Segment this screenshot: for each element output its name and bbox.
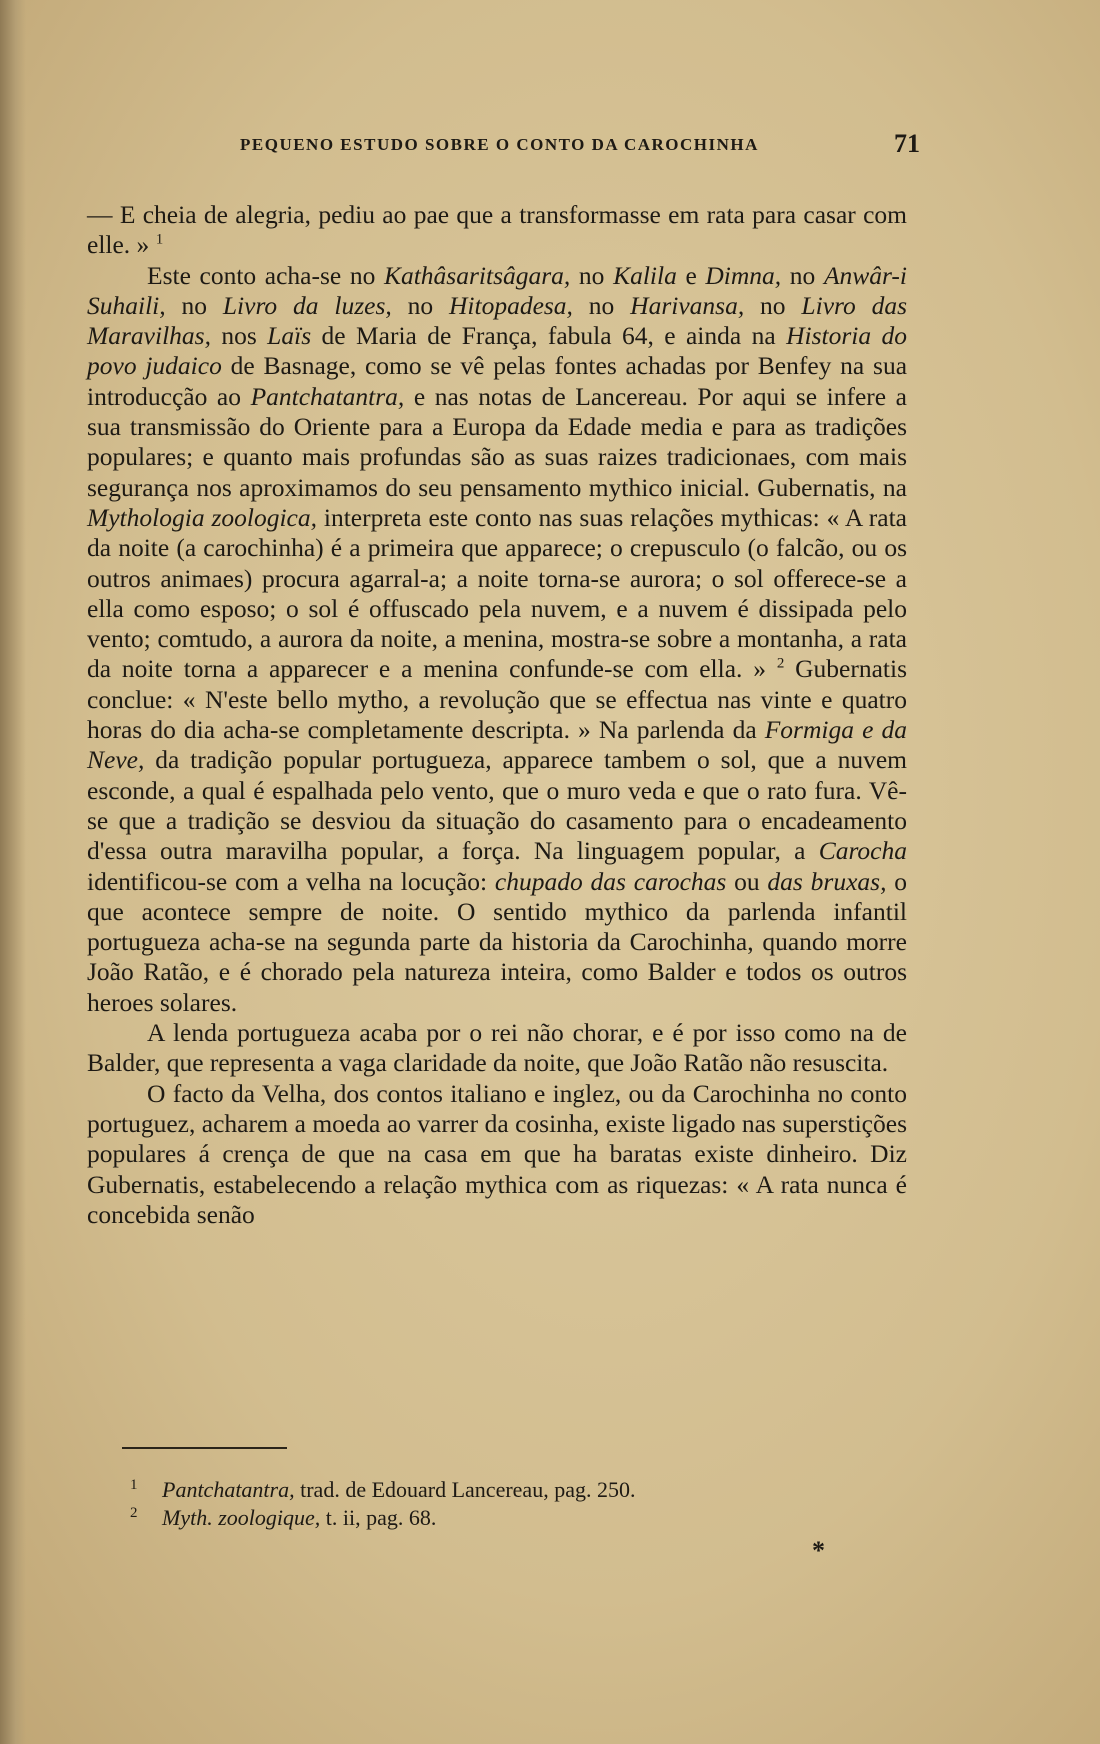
p2-title: Harivansa, <box>630 290 745 320</box>
signature-mark: * <box>812 1536 825 1565</box>
footnote-ref-2: 2 <box>776 655 785 672</box>
p2-title: Anwâr-i Suhaili, <box>87 260 908 320</box>
p2-title: Dimna, <box>705 260 782 290</box>
page-number: 71 <box>894 129 920 158</box>
p2-title: Livro da luzes, <box>222 290 392 320</box>
p2-text: ou <box>726 866 768 896</box>
footnote-text: t. ii, pag. 68. <box>320 1505 437 1530</box>
p2-title: chupado das carochas <box>494 866 727 896</box>
p2-title: Livro das Maravilhas, <box>87 290 908 351</box>
p2-text: e <box>676 260 706 290</box>
p2-text: Gubernatis conclue: « N'este bello mytho, a revolução que se effectua nas vinte e quatro horas do dia acha-se completamente descripta. » Na parlenda da <box>87 654 908 745</box>
paragraph-4: O facto da Velha, dos contos italiano e inglez, ou da Carochinha no conto portuguez, acharem a moeda ao varrer da cosinha, existe ligado nas superstições populares á crença de que na casa em que ha baratas existe dinheiro. Diz Gubernatis, estabelecendo a relação mythica com as riquezas: « A rata nunca é concebida senão <box>87 1078 907 1229</box>
footnote-text: trad. de Edouard Lancereau, pag. 250. <box>294 1477 636 1502</box>
p2-title: Mythologia zoologica, <box>87 502 317 532</box>
p2-text: e nas notas de Lancereau. Por aqui se infere a sua transmissão do Oriente para a Europa da Edade media e para as tradições populares; e quanto mais profundas são as suas raizes tradicionaes, com mais segurança nos aproximamos do seu pensamento mythico inicial. Gubernatis, na <box>87 381 907 502</box>
p2-title: Formiga e da Neve, <box>87 715 907 775</box>
footnote-rule <box>122 1447 287 1449</box>
p2-title: Carocha <box>818 836 907 866</box>
p2-text: nos <box>210 321 268 351</box>
footnote-title: Myth. zoologique, <box>162 1505 321 1530</box>
p2-text: no <box>391 290 449 320</box>
p2-text: identificou-se com a velha na locução: <box>87 866 495 896</box>
p2-title: Pantchatantra, <box>250 381 405 411</box>
paragraph-3: A lenda portugueza acaba por o rei não chorar, e é por isso como na de Balder, que representa a vaga claridade da noite, que João Ratão não resuscita. <box>87 1018 907 1078</box>
p2-title: Laïs <box>267 321 312 351</box>
p2-title: Hitopadesa, <box>448 290 573 320</box>
footnote-ref-1: 1 <box>155 231 164 248</box>
p2-text: interpreta este conto nas suas relações mythicas: « A rata da noite (a carochinha) é a primeira que apparece; o crepusculo (o falcão, ou os outros animaes) procura agarral-a; a noite torna-se aurora; o sol offerece-se a ella como esposo; o sol é offuscado pela nuvem, e a nuvem é dissipada pelo vento; comtudo, a aurora da noite, a menina, mostra-se sobre a montanha, a rata da noite torna a apparecer e a menina confunde-se com ella. » <box>87 502 907 684</box>
paragraph-2 <box>87 261 907 1018</box>
p2-text: no <box>165 290 223 320</box>
paragraph-1 <box>87 200 907 261</box>
footnote-1: 1 Pantchatantra, trad. de Edouard Lancereau, pag. 250. <box>130 1476 636 1502</box>
p2-text: no <box>744 290 802 320</box>
running-head: PEQUENO ESTUDO SOBRE O CONTO DA CAROCHINHA <box>240 135 759 154</box>
page-header <box>240 129 920 163</box>
footnotes <box>130 1476 890 1532</box>
p2-text: de Maria de França, fabula 64, e ainda na <box>311 321 787 351</box>
p2-text: de Basnage, como se vê pelas fontes achadas por Benfey na sua introducção ao <box>87 351 908 411</box>
p2-title: das bruxas, <box>767 866 887 896</box>
p2-text: da tradição popular portugueza, apparece tambem o sol, que a nuvem esconde, a qual é espalhada pelo vento, que o muro veda e que o rato fura. Vê-se que a tradição se desviou da situação do casamento para o encadeamento d'essa outra maravilha popular, a força. Na linguagem popular, a <box>87 745 907 866</box>
p2-title: Kalila <box>613 260 677 290</box>
p2-text: no <box>570 260 614 290</box>
footnote-title: Pantchatantra, <box>162 1477 295 1502</box>
paragraph-1-text: — E cheia de alegria, pediu ao pae que a transformasse em rata para casar com elle. » <box>87 200 907 260</box>
page-edge-shadow <box>0 0 26 1744</box>
body-text <box>87 200 907 1230</box>
footnote-2: 2 Myth. zoologique, t. ii, pag. 68. <box>130 1504 437 1530</box>
p2-text: o que acontece sempre de noite. O sentido mythico da parlenda infantil portugueza acha-se na segunda parte da historia da Carochinha, quando morre João Ratão, e é chorado pela natureza inteira, como Balder e todos os outros heroes solares. <box>87 866 908 1017</box>
p2-text: no <box>572 290 631 320</box>
p2-text: no <box>781 260 824 290</box>
p2-text: Este conto acha-se no <box>147 260 384 290</box>
p2-title: Kathâsaritsâgara, <box>383 260 571 290</box>
p2-title: Historia do povo judaico <box>87 321 907 381</box>
